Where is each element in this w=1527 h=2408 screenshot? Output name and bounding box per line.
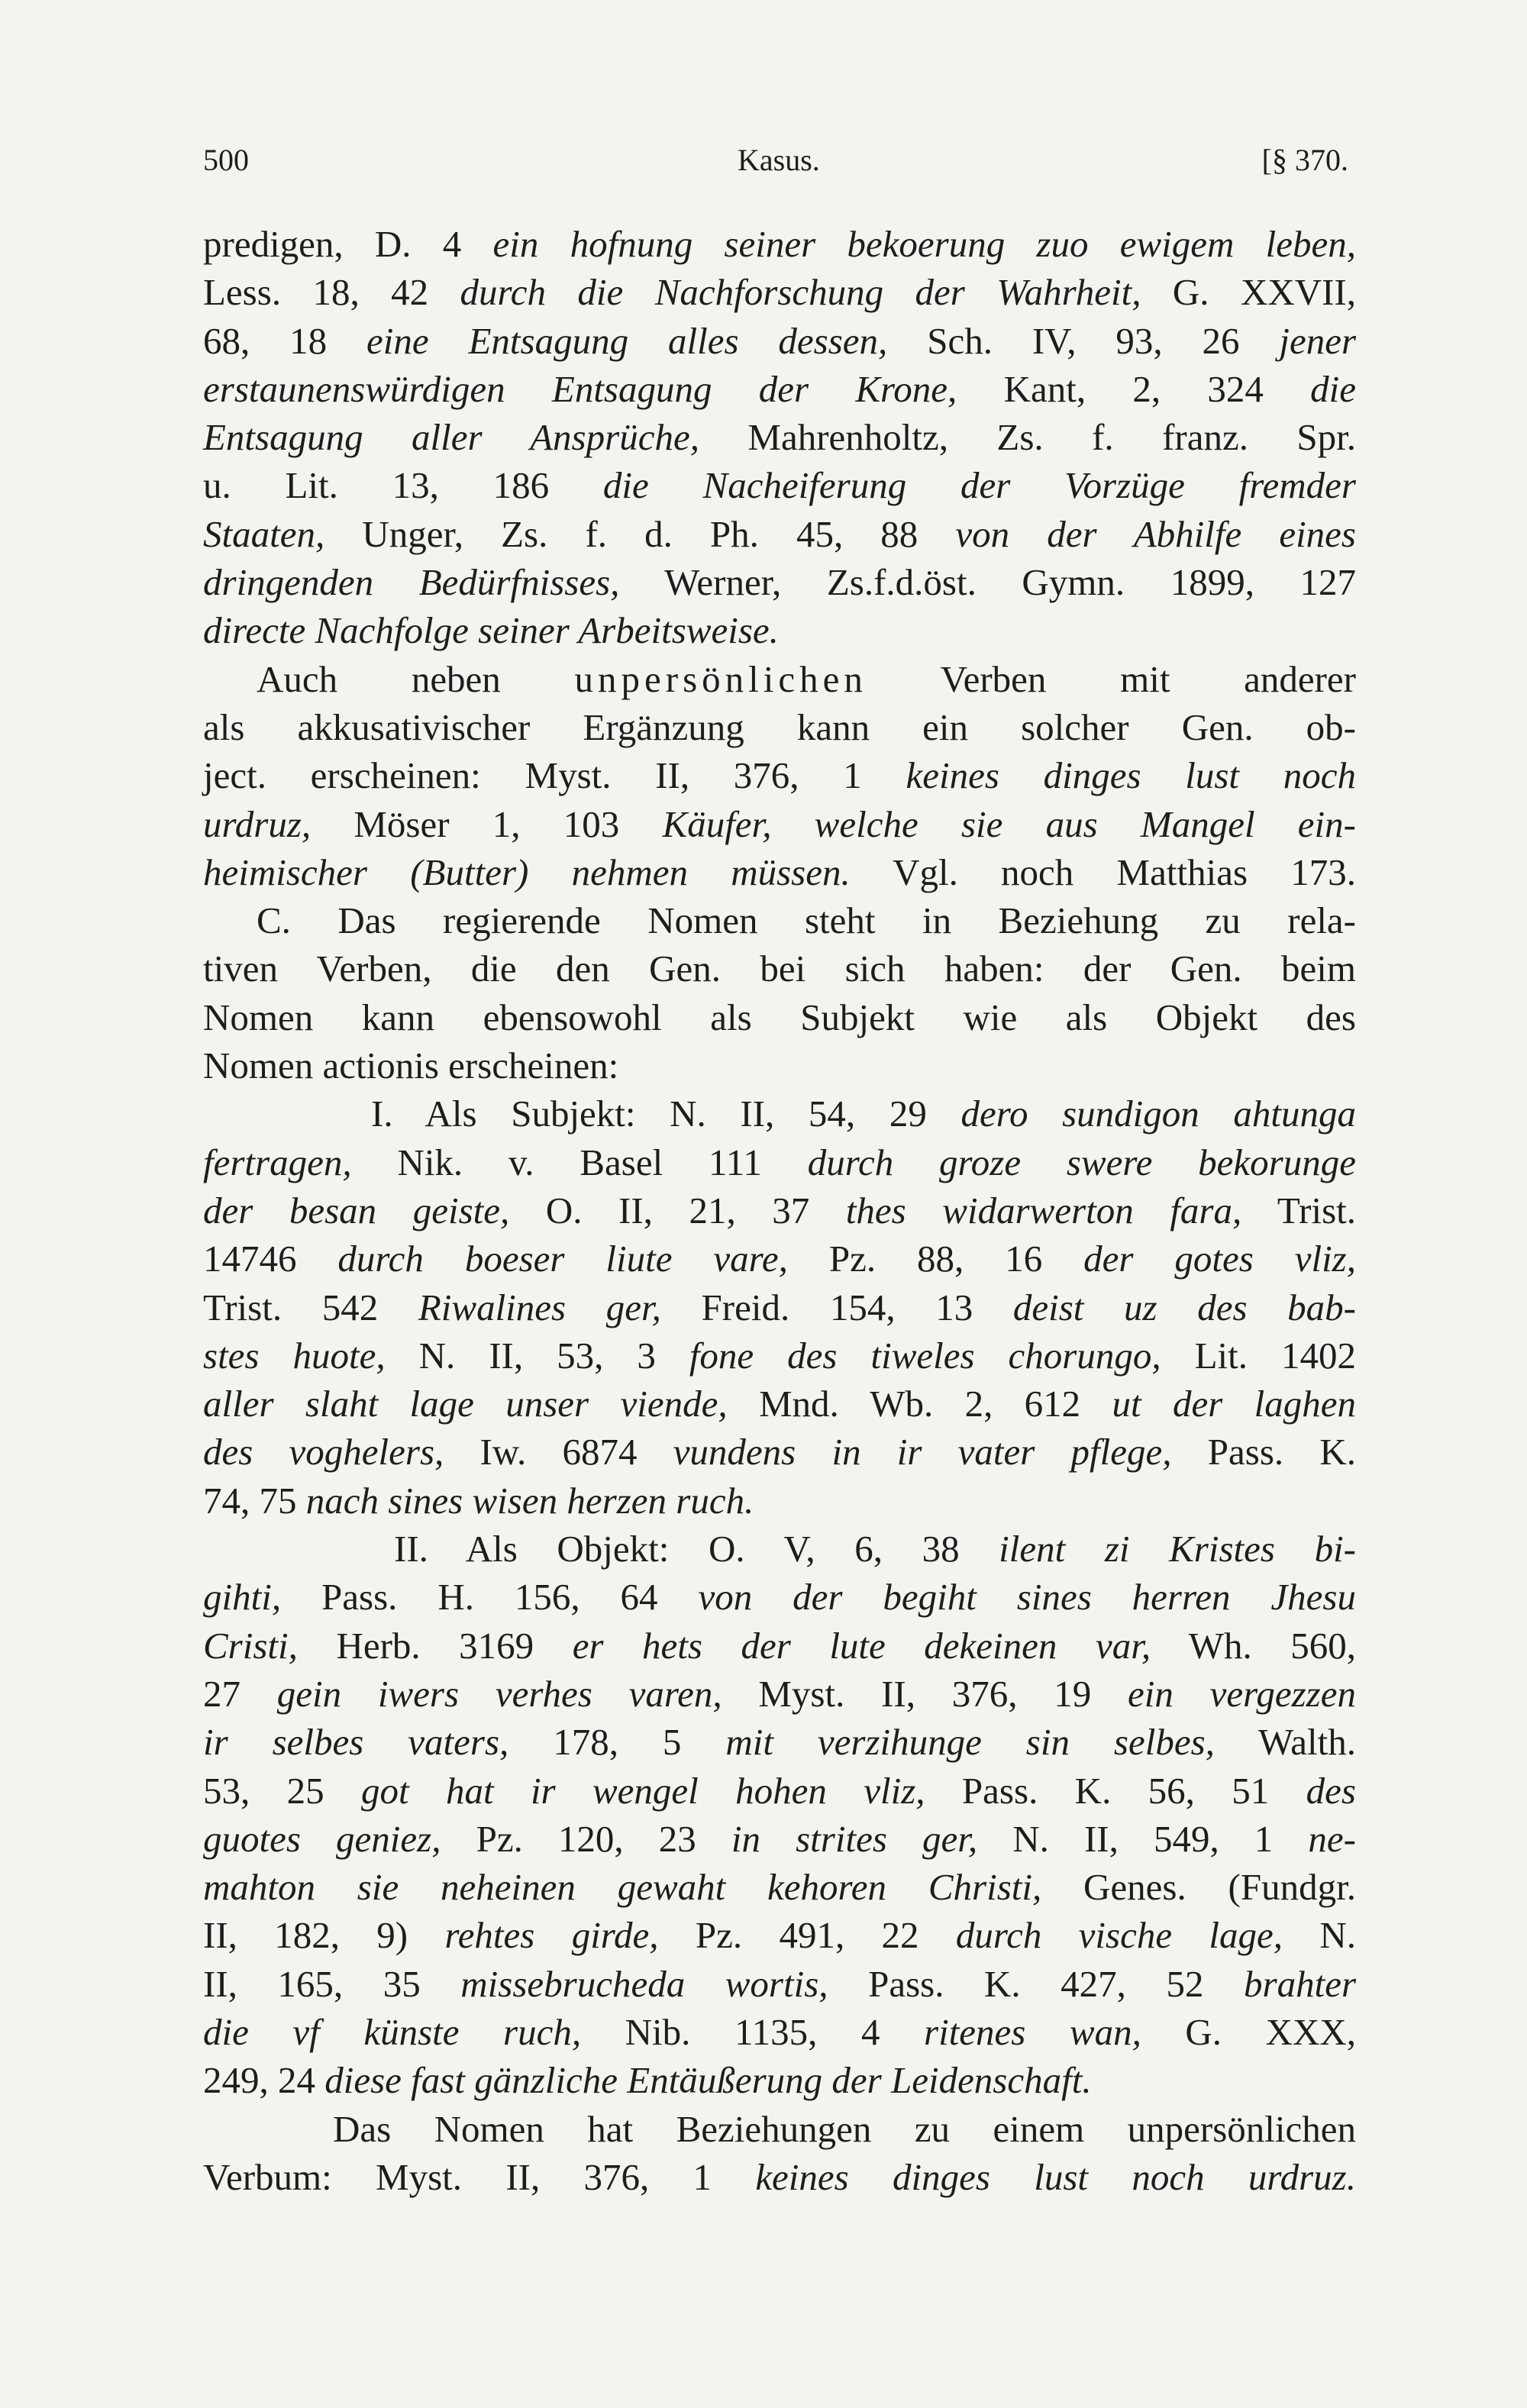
text-line: Nomen kann ebensowohl als Subjekt wie als Objekt des <box>203 996 1356 1038</box>
text-line: ir selbes vaters, 178, 5 mit verzihunge sin selbes, Walth. <box>203 1721 1356 1764</box>
running-title: Kasus. <box>738 143 820 177</box>
text-line: Less. 18, 42 durch die Nachforschung der Wahrheit, G. XXVII, <box>203 271 1356 314</box>
text-line: II, 165, 35 missebrucheda wortis, Pass. K. 427, 52 brahter <box>203 1962 1357 2005</box>
text-line: 14746 durch boeser liute vare, Pz. 88, 16 der gotes vliz, <box>203 1238 1356 1280</box>
text-line: erstaunenswürdigen Entsagung der Krone, Kant, 2, 324 die <box>203 367 1357 410</box>
text-line: 53, 25 got hat ir wengel hohen vliz, Pass. K. 56, 51 des <box>203 1769 1356 1812</box>
text-line: u. Lit. 13, 186 die Nacheiferung der Vorzüge fremder <box>203 464 1356 507</box>
text-line: Auch neben unpersönlichen Verben mit anderer <box>257 657 1356 700</box>
text-line: Trist. 542 Riwalines ger, Freid. 154, 13 deist uz des bab- <box>203 1286 1357 1328</box>
text-line: heimischer (Butter) nehmen müssen. Vgl. noch Matthias 173. <box>203 851 1356 893</box>
text-line: Das Nomen hat Beziehungen zu einem unpersönlichen <box>333 2107 1356 2150</box>
text-line: stes huote, N. II, 53, 3 fone des tiweles chorungo, Lit. 1402 <box>203 1334 1356 1377</box>
page-number: 500 <box>203 143 249 177</box>
text-line: Cristi, Herb. 3169 er hets der lute dekeinen var, Wh. 560, <box>203 1624 1356 1667</box>
body-text <box>203 220 1356 2201</box>
text-line: guotes geniez, Pz. 120, 23 in strites ger, N. II, 549, 1 ne- <box>203 1817 1356 1860</box>
text-line: Staaten, Unger, Zs. f. d. Ph. 45, 88 von der Abhilfe eines <box>203 512 1356 555</box>
text-line: 249, 24 diese fast gänzliche Entäußerung der Leidenschaft. <box>203 2059 1092 2102</box>
text-line: Verbum: Myst. II, 376, 1 keines dinges lust noch urdruz. <box>203 2155 1356 2198</box>
text-line: 68, 18 eine Entsagung alles dessen, Sch. IV, 93, 26 jener <box>203 319 1357 362</box>
text-line: der besan geiste, O. II, 21, 37 thes widarwerton fara, Trist. <box>203 1189 1357 1231</box>
text-line: urdruz, Möser 1, 103 Käufer, welche sie aus Mangel ein- <box>203 802 1356 845</box>
text-line: II. Als Objekt: O. V, 6, 38 ilent zi Kristes bi- <box>394 1528 1357 1570</box>
text-line: C. Das regierende Nomen steht in Beziehung zu rela- <box>257 899 1356 942</box>
text-line: aller slaht lage unser viende, Mnd. Wb. 2, 612 ut der laghen <box>203 1383 1357 1425</box>
text-line: tiven Verben, die den Gen. bei sich haben: der Gen. beim <box>203 947 1356 990</box>
text-line: dringenden Bedürfnisses, Werner, Zs.f.d.öst. Gymn. 1899, 127 <box>203 561 1356 604</box>
text-line: II, 182, 9) rehtes girde, Pz. 491, 22 durch vische lage, N. <box>203 1914 1357 1957</box>
text-line: I. Als Subjekt: N. II, 54, 29 dero sundigon ahtunga <box>371 1093 1357 1135</box>
running-header <box>203 142 1348 195</box>
text-line: des voghelers, Iw. 6874 vundens in ir vater pflege, Pass. K. <box>203 1431 1356 1474</box>
text-line: mahton sie neheinen gewaht kehoren Christi, Genes. (Fundgr. <box>203 1866 1356 1909</box>
text-line: 74, 75 nach sines wisen herzen ruch. <box>203 1479 754 1522</box>
text-line: Nomen actionis erscheinen: <box>203 1044 619 1087</box>
text-line: als akkusativischer Ergänzung kann ein solcher Gen. ob- <box>203 705 1356 748</box>
text-line: Entsagung aller Ansprüche, Mahrenholtz, Zs. f. franz. Spr. <box>203 416 1356 459</box>
text-line: gihti, Pass. H. 156, 64 von der begiht sines herren Jhesu <box>203 1576 1356 1619</box>
text-line: 27 gein iwers verhes varen, Myst. II, 376, 19 ein vergezzen <box>203 1672 1357 1715</box>
text-line: directe Nachfolge seiner Arbeitsweise. <box>203 609 779 652</box>
section-marker: [§ 370. <box>1261 143 1348 177</box>
text-line: fertragen, Nik. v. Basel 111 durch groze swere bekorunge <box>203 1141 1356 1183</box>
text-line: die vf künste ruch, Nib. 1135, 4 ritenes wan, G. XXX, <box>203 2010 1357 2053</box>
text-line: ject. erscheinen: Myst. II, 376, 1 keines dinges lust noch <box>203 754 1356 797</box>
text-line: predigen, D. 4 ein hofnung seiner bekoerung zuo ewigem leben, <box>203 223 1356 265</box>
